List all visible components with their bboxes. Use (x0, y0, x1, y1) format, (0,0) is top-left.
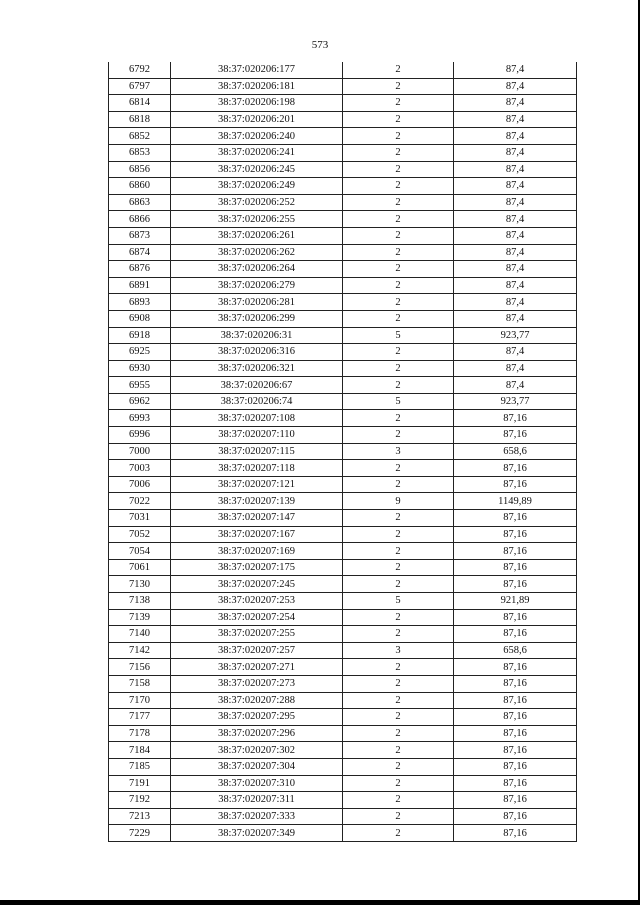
row-number-cell: 6918 (109, 327, 171, 344)
table-row (109, 377, 577, 394)
area-cell: 87,16 (454, 725, 577, 742)
cadastral-number-cell: 38:37:020207:108 (171, 410, 343, 427)
cadastral-number-cell: 38:37:020207:255 (171, 626, 343, 643)
area-cell: 87,4 (454, 95, 577, 112)
row-number-cell: 6814 (109, 95, 171, 112)
cadastral-number-cell: 38:37:020207:118 (171, 460, 343, 477)
area-cell: 923,77 (454, 327, 577, 344)
table-row (109, 360, 577, 377)
row-number-cell: 6853 (109, 144, 171, 161)
area-cell: 87,16 (454, 510, 577, 527)
row-number-cell: 7061 (109, 559, 171, 576)
row-number-cell: 6873 (109, 227, 171, 244)
table-row (109, 659, 577, 676)
cadastral-number-cell: 38:37:020207:254 (171, 609, 343, 626)
quantity-cell: 2 (343, 476, 454, 493)
row-number-cell: 6876 (109, 261, 171, 278)
cadastral-number-cell: 38:37:020207:333 (171, 808, 343, 825)
table-row (109, 559, 577, 576)
row-number-cell: 7022 (109, 493, 171, 510)
quantity-cell: 9 (343, 493, 454, 510)
row-number-cell: 6993 (109, 410, 171, 427)
table-row (109, 261, 577, 278)
quantity-cell: 2 (343, 609, 454, 626)
quantity-cell: 2 (343, 775, 454, 792)
table-row (109, 576, 577, 593)
table-row (109, 808, 577, 825)
cadastral-number-cell: 38:37:020206:261 (171, 227, 343, 244)
area-cell: 1149,89 (454, 493, 577, 510)
cadastral-number-cell: 38:37:020207:271 (171, 659, 343, 676)
area-cell: 87,4 (454, 111, 577, 128)
table-row (109, 593, 577, 610)
table-row (109, 609, 577, 626)
row-number-cell: 6818 (109, 111, 171, 128)
area-cell: 87,4 (454, 310, 577, 327)
row-number-cell: 7031 (109, 510, 171, 527)
table-row (109, 95, 577, 112)
cadastral-number-cell: 38:37:020206:249 (171, 178, 343, 195)
area-cell: 87,16 (454, 758, 577, 775)
area-cell: 87,4 (454, 62, 577, 78)
table-row (109, 178, 577, 195)
row-number-cell: 6955 (109, 377, 171, 394)
quantity-cell: 2 (343, 211, 454, 228)
area-cell: 87,16 (454, 775, 577, 792)
area-cell: 87,16 (454, 675, 577, 692)
table-row (109, 128, 577, 145)
quantity-cell: 2 (343, 576, 454, 593)
table-row (109, 543, 577, 560)
quantity-cell: 2 (343, 825, 454, 842)
table-row (109, 310, 577, 327)
quantity-cell: 2 (343, 543, 454, 560)
row-number-cell: 7158 (109, 675, 171, 692)
area-cell: 87,16 (454, 543, 577, 560)
row-number-cell: 7139 (109, 609, 171, 626)
table-row (109, 709, 577, 726)
table-row (109, 393, 577, 410)
table-row (109, 294, 577, 311)
table-row (109, 410, 577, 427)
area-cell: 87,4 (454, 194, 577, 211)
cadastral-number-cell: 38:37:020206:252 (171, 194, 343, 211)
quantity-cell: 2 (343, 659, 454, 676)
quantity-cell: 2 (343, 261, 454, 278)
quantity-cell: 2 (343, 227, 454, 244)
area-cell: 923,77 (454, 393, 577, 410)
cadastral-number-cell: 38:37:020206:279 (171, 277, 343, 294)
cadastral-number-cell: 38:37:020207:310 (171, 775, 343, 792)
quantity-cell: 2 (343, 344, 454, 361)
area-cell: 87,4 (454, 178, 577, 195)
quantity-cell: 2 (343, 95, 454, 112)
area-cell: 87,16 (454, 559, 577, 576)
area-cell: 87,16 (454, 709, 577, 726)
area-cell: 87,16 (454, 742, 577, 759)
cadastral-number-cell: 38:37:020207:257 (171, 642, 343, 659)
table-row (109, 626, 577, 643)
cadastral-number-cell: 38:37:020207:169 (171, 543, 343, 560)
cadastral-number-cell: 38:37:020207:295 (171, 709, 343, 726)
row-number-cell: 6856 (109, 161, 171, 178)
cadastral-number-cell: 38:37:020206:181 (171, 78, 343, 95)
quantity-cell: 2 (343, 178, 454, 195)
area-cell: 87,4 (454, 161, 577, 178)
row-number-cell: 7229 (109, 825, 171, 842)
area-cell: 87,4 (454, 261, 577, 278)
table-row (109, 211, 577, 228)
row-number-cell: 6874 (109, 244, 171, 261)
quantity-cell: 2 (343, 742, 454, 759)
area-cell: 87,16 (454, 792, 577, 809)
table-body (109, 62, 577, 841)
quantity-cell: 2 (343, 559, 454, 576)
cadastral-number-cell: 38:37:020206:31 (171, 327, 343, 344)
row-number-cell: 7185 (109, 758, 171, 775)
quantity-cell: 5 (343, 593, 454, 610)
quantity-cell: 2 (343, 377, 454, 394)
table-row (109, 62, 577, 78)
cadastral-number-cell: 38:37:020206:198 (171, 95, 343, 112)
cadastral-number-cell: 38:37:020206:262 (171, 244, 343, 261)
table-row (109, 443, 577, 460)
area-cell: 87,16 (454, 825, 577, 842)
quantity-cell: 3 (343, 443, 454, 460)
quantity-cell: 2 (343, 626, 454, 643)
cadastral-number-cell: 38:37:020207:273 (171, 675, 343, 692)
cadastral-number-cell: 38:37:020207:311 (171, 792, 343, 809)
area-cell: 87,16 (454, 460, 577, 477)
quantity-cell: 2 (343, 526, 454, 543)
row-number-cell: 7140 (109, 626, 171, 643)
row-number-cell: 6863 (109, 194, 171, 211)
row-number-cell: 6925 (109, 344, 171, 361)
cadastral-number-cell: 38:37:020206:281 (171, 294, 343, 311)
row-number-cell: 7213 (109, 808, 171, 825)
table-row (109, 227, 577, 244)
row-number-cell: 6860 (109, 178, 171, 195)
cadastral-number-cell: 38:37:020206:201 (171, 111, 343, 128)
row-number-cell: 7006 (109, 476, 171, 493)
area-cell: 87,4 (454, 78, 577, 95)
table-row (109, 78, 577, 95)
cadastral-number-cell: 38:37:020207:147 (171, 510, 343, 527)
area-cell: 658,6 (454, 443, 577, 460)
quantity-cell: 2 (343, 144, 454, 161)
cadastral-number-cell: 38:37:020206:321 (171, 360, 343, 377)
area-cell: 87,16 (454, 576, 577, 593)
table-row (109, 344, 577, 361)
row-number-cell: 6962 (109, 393, 171, 410)
scan-edge-bottom (0, 900, 640, 905)
cadastral-number-cell: 38:37:020206:316 (171, 344, 343, 361)
area-cell: 87,4 (454, 377, 577, 394)
quantity-cell: 2 (343, 808, 454, 825)
quantity-cell: 2 (343, 62, 454, 78)
quantity-cell: 2 (343, 111, 454, 128)
cadastral-number-cell: 38:37:020207:175 (171, 559, 343, 576)
row-number-cell: 7184 (109, 742, 171, 759)
table-row (109, 111, 577, 128)
quantity-cell: 5 (343, 393, 454, 410)
table-row (109, 758, 577, 775)
row-number-cell: 6893 (109, 294, 171, 311)
cadastral-number-cell: 38:37:020206:67 (171, 377, 343, 394)
quantity-cell: 3 (343, 642, 454, 659)
table-row (109, 194, 577, 211)
area-cell: 87,16 (454, 476, 577, 493)
area-cell: 87,4 (454, 344, 577, 361)
quantity-cell: 2 (343, 792, 454, 809)
cadastral-number-cell: 38:37:020207:349 (171, 825, 343, 842)
row-number-cell: 7142 (109, 642, 171, 659)
cadastral-number-cell: 38:37:020207:304 (171, 758, 343, 775)
table-row (109, 642, 577, 659)
row-number-cell: 7130 (109, 576, 171, 593)
area-cell: 87,4 (454, 294, 577, 311)
cadastral-number-cell: 38:37:020207:110 (171, 427, 343, 444)
quantity-cell: 2 (343, 128, 454, 145)
row-number-cell: 6891 (109, 277, 171, 294)
table-row (109, 161, 577, 178)
cadastral-number-cell: 38:37:020206:74 (171, 393, 343, 410)
area-cell: 87,4 (454, 244, 577, 261)
area-cell: 658,6 (454, 642, 577, 659)
area-cell: 87,4 (454, 211, 577, 228)
quantity-cell: 5 (343, 327, 454, 344)
row-number-cell: 7138 (109, 593, 171, 610)
row-number-cell: 6996 (109, 427, 171, 444)
quantity-cell: 2 (343, 410, 454, 427)
cadastral-number-cell: 38:37:020207:296 (171, 725, 343, 742)
cadastral-number-cell: 38:37:020207:121 (171, 476, 343, 493)
row-number-cell: 6866 (109, 211, 171, 228)
cadastral-number-cell: 38:37:020206:245 (171, 161, 343, 178)
row-number-cell: 6792 (109, 62, 171, 78)
quantity-cell: 2 (343, 244, 454, 261)
area-cell: 87,16 (454, 427, 577, 444)
area-cell: 87,16 (454, 526, 577, 543)
table-row (109, 825, 577, 842)
row-number-cell: 7177 (109, 709, 171, 726)
table-row (109, 742, 577, 759)
cadastral-number-cell: 38:37:020207:302 (171, 742, 343, 759)
row-number-cell: 7192 (109, 792, 171, 809)
row-number-cell: 7191 (109, 775, 171, 792)
table-row (109, 493, 577, 510)
row-number-cell: 6797 (109, 78, 171, 95)
quantity-cell: 2 (343, 675, 454, 692)
area-cell: 87,16 (454, 659, 577, 676)
row-number-cell: 6908 (109, 310, 171, 327)
table-row (109, 244, 577, 261)
quantity-cell: 2 (343, 758, 454, 775)
table-row (109, 675, 577, 692)
quantity-cell: 2 (343, 725, 454, 742)
cadastral-number-cell: 38:37:020206:240 (171, 128, 343, 145)
cadastral-number-cell: 38:37:020206:299 (171, 310, 343, 327)
table-row (109, 427, 577, 444)
table-row (109, 510, 577, 527)
area-cell: 87,16 (454, 626, 577, 643)
cadastral-number-cell: 38:37:020206:255 (171, 211, 343, 228)
table-row (109, 460, 577, 477)
cadastral-number-cell: 38:37:020207:253 (171, 593, 343, 610)
row-number-cell: 6852 (109, 128, 171, 145)
quantity-cell: 2 (343, 194, 454, 211)
row-number-cell: 7003 (109, 460, 171, 477)
table-row (109, 277, 577, 294)
cadastral-number-cell: 38:37:020207:139 (171, 493, 343, 510)
quantity-cell: 2 (343, 294, 454, 311)
area-cell: 87,16 (454, 808, 577, 825)
area-cell: 87,4 (454, 360, 577, 377)
table-row (109, 725, 577, 742)
area-cell: 87,16 (454, 410, 577, 427)
quantity-cell: 2 (343, 78, 454, 95)
area-cell: 87,4 (454, 128, 577, 145)
row-number-cell: 7178 (109, 725, 171, 742)
row-number-cell: 6930 (109, 360, 171, 377)
cadastral-number-cell: 38:37:020206:177 (171, 62, 343, 78)
cadastral-number-cell: 38:37:020206:264 (171, 261, 343, 278)
table-row (109, 327, 577, 344)
cadastral-number-cell: 38:37:020207:288 (171, 692, 343, 709)
table-row (109, 775, 577, 792)
row-number-cell: 7170 (109, 692, 171, 709)
data-table (108, 62, 577, 842)
row-number-cell: 7156 (109, 659, 171, 676)
table-row (109, 792, 577, 809)
quantity-cell: 2 (343, 360, 454, 377)
area-cell: 87,4 (454, 227, 577, 244)
row-number-cell: 7000 (109, 443, 171, 460)
row-number-cell: 7052 (109, 526, 171, 543)
quantity-cell: 2 (343, 709, 454, 726)
table-row (109, 526, 577, 543)
quantity-cell: 2 (343, 310, 454, 327)
table-row (109, 476, 577, 493)
quantity-cell: 2 (343, 510, 454, 527)
row-number-cell: 7054 (109, 543, 171, 560)
cadastral-number-cell: 38:37:020207:167 (171, 526, 343, 543)
page-number: 573 (311, 39, 329, 51)
cadastral-number-cell: 38:37:020206:241 (171, 144, 343, 161)
table-row (109, 692, 577, 709)
area-cell: 87,16 (454, 692, 577, 709)
area-cell: 921,89 (454, 593, 577, 610)
area-cell: 87,4 (454, 277, 577, 294)
quantity-cell: 2 (343, 460, 454, 477)
area-cell: 87,16 (454, 609, 577, 626)
cadastral-number-cell: 38:37:020207:245 (171, 576, 343, 593)
table-row (109, 144, 577, 161)
quantity-cell: 2 (343, 277, 454, 294)
quantity-cell: 2 (343, 692, 454, 709)
quantity-cell: 2 (343, 427, 454, 444)
cadastral-number-cell: 38:37:020207:115 (171, 443, 343, 460)
area-cell: 87,4 (454, 144, 577, 161)
quantity-cell: 2 (343, 161, 454, 178)
